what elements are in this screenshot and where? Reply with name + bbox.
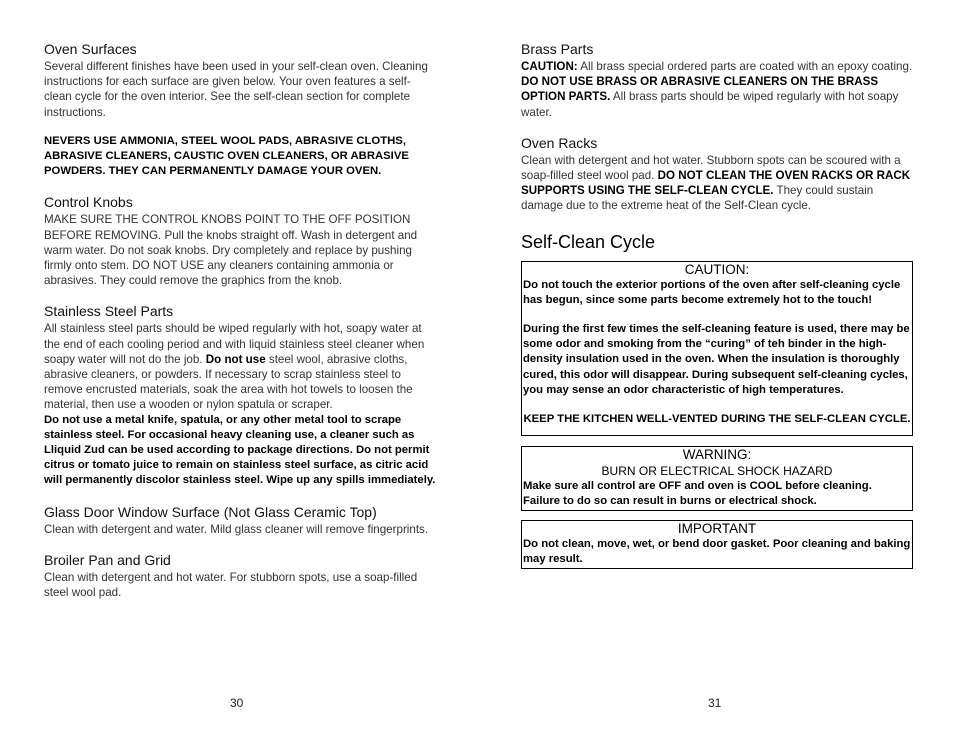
- section-brass: [521, 40, 913, 120]
- section-control-knobs: [44, 193, 436, 288]
- section-title: Glass Door Window Surface (Not Glass Ceramic Top): [44, 503, 377, 520]
- caution-box: [521, 261, 913, 437]
- section-body: [44, 321, 436, 412]
- section-oven-racks: [521, 134, 913, 214]
- section-title: Broiler Pan and Grid: [44, 551, 171, 568]
- section-body: Clean with detergent and water. Mild glass cleaner will remove fingerprints.: [44, 522, 429, 536]
- warning-text: NEVERS USE AMMONIA, STEEL WOOL PADS, ABRASIVE CLOTHS, ABRASIVE CLEANERS, CAUSTIC OVEN CLEANERS, OR ABRASIVE POWDERS. THEY CAN PERMANENTLY DAMAGE YOUR OVEN.: [44, 134, 409, 178]
- body-part: All brass special ordered parts are coated with an epoxy coating.: [577, 60, 913, 73]
- body-part: All brass parts should be wiped regularly with hot soapy water.: [521, 90, 899, 119]
- body-emphasis: DO NOT USE BRASS OR ABRASIVE CLEANERS ON THE BRASS OPTION PARTS.: [521, 75, 879, 104]
- section-title: Oven Surfaces: [44, 41, 137, 57]
- caution-box-title: CAUTION:: [684, 261, 750, 277]
- caution-box-p1: Do not touch the exterior portions of the oven after self-cleaning cycle has begun, since some parts become extremely hot to the touch!: [523, 278, 901, 306]
- section-body: [521, 59, 913, 120]
- section-title: Oven Racks: [521, 134, 598, 151]
- page-number-right: 31: [708, 696, 722, 710]
- important-box-body: Do not clean, move, wet, or bend door gasket. Poor cleaning and baking may result.: [523, 537, 911, 565]
- left-page: [44, 40, 436, 614]
- section-body: Several different finishes have been used in your self-clean oven. Cleaning instructions for each surface are given below. Your oven features a self-clean cycle for the oven interior. See the self-clean section for complete instructions.: [44, 60, 428, 119]
- section-broiler: [44, 551, 436, 600]
- body-part: All stainless steel parts should be wiped regularly with hot, soapy water at the end of each cooling period and with liquid stainless steel cleaner when soapy water will not do the job.: [44, 322, 425, 366]
- body-emphasis: Do not use: [205, 352, 266, 366]
- body-emphasis: DO NOT CLEAN THE OVEN RACKS OR RACK SUPPORTS USING THE SELF-CLEAN CYCLE.: [521, 169, 911, 198]
- warning-text: Do not use a metal knife, spatula, or any other metal tool to scrape stainless steel. For occasional heavy cleaning use, a cleaner such as Lliquid Zud can be used according to package directions. Do not permit citrus or tomato juice to remain on stainless steel surface, as citric acid will permanently discolor stainless steel. Wipe up any spills immediately.: [44, 413, 436, 487]
- self-clean-heading: Self-Clean Cycle: [521, 231, 656, 252]
- important-box: [521, 520, 913, 569]
- body-part: Clean with detergent and hot water. Stubborn spots can be scoured with a soap-filled steel wool pad.: [521, 153, 901, 183]
- section-title: Stainless Steel Parts: [44, 303, 174, 320]
- section-body: Clean with detergent and hot water. For stubborn spots, use a soap-filled steel wool pad.: [44, 570, 418, 600]
- section-title: Control Knobs: [44, 194, 133, 211]
- right-page: [521, 40, 913, 569]
- caution-box-p3: KEEP THE KITCHEN WELL-VENTED DURING THE SELF-CLEAN CYCLE.: [523, 413, 911, 426]
- caution-box-p2: During the first few times the self-cleaning feature is used, there may be some odor and smoking from the “curing” of teh binder in the high-density insulation used in the oven. When the insulation is thoroughly cured, this odor will disappear. During subsequent self-cleaning cycles, you may sense an odor characteristic of high temperatures.: [523, 323, 910, 396]
- page-number-left: 30: [230, 696, 244, 710]
- body-part: They could sustain damage due to the extreme heat of the Self-Clean cycle.: [521, 184, 874, 213]
- important-box-title: IMPORTANT: [677, 520, 757, 536]
- section-glass-door: [44, 503, 436, 537]
- section-oven-surfaces: [44, 40, 436, 179]
- warning-box: [521, 446, 913, 510]
- warning-box-title: WARNING:: [682, 447, 752, 463]
- section-body: MAKE SURE THE CONTROL KNOBS POINT TO THE OFF POSITION BEFORE REMOVING. Pull the knobs straight off. Wash in detergent and warm water. Do not soak knobs. Dry completely and replace by pushing firmly onto stem. DO NOT USE any cleaners containing ammonia or abrasives. They could remove the graphics from the knob.: [44, 213, 418, 288]
- body-part: steel wool, abrasive cloths, abrasive cleaners, or powders. If necessary to scrap stainless steel to remove encrusted materials, soak the area with hot towels to loosen the material, then use a wooden or nylon spatula or scraper.: [44, 352, 413, 412]
- section-body: [521, 153, 913, 214]
- section-title: Brass Parts: [521, 41, 594, 57]
- caution-label: CAUTION:: [521, 60, 578, 73]
- section-stainless-steel: [44, 302, 436, 488]
- warning-box-subtitle: BURN OR ELECTRICAL SHOCK HAZARD: [601, 464, 833, 479]
- warning-box-body: Make sure all control are OFF and oven is COOL before cleaning. Failure to do so can result in burns or electrical shock.: [523, 480, 872, 508]
